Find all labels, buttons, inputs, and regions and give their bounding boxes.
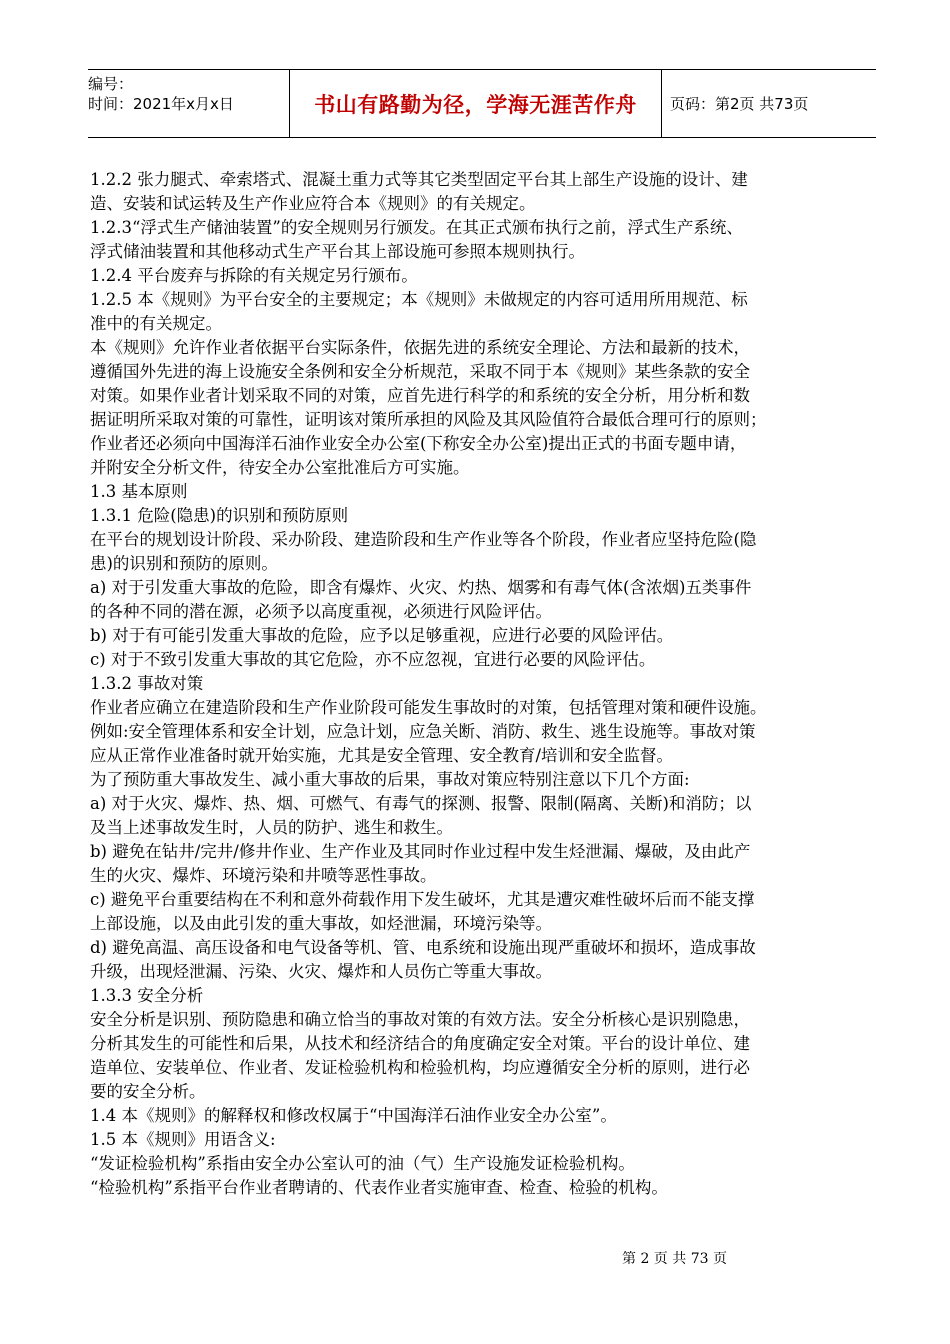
text-line: 生的火灾、爆炸、环境污染和井喷等恶性事故。 (90, 866, 437, 885)
text-line: 安全分析是识别、预防隐患和确立恰当的事故对策的有效方法。安全分析核心是识别隐患， (90, 1010, 750, 1029)
header-motto: 书山有路勤为径，学海无涯苦作舟 (289, 70, 662, 137)
text-line: a) 对于火灾、爆炸、热、烟、可燃气、有毒气的探测、报警、限制(隔离、关断)和消防；以 (90, 794, 752, 813)
text-line: 本《规则》允许作业者依据平台实际条件，依据先进的系统安全理论、方法和最新的技术， (90, 338, 750, 357)
text-line: 的各种不同的潜在源，必须予以高度重视，必须进行风险评估。 (90, 602, 552, 621)
text-line: 1.2.4 平台废弃与拆除的有关规定另行颁布。 (90, 266, 418, 285)
text-line: 1.3.1 危险(隐患)的识别和预防原则 (90, 506, 349, 525)
text-line: 1.2.5 本《规则》为平台安全的主要规定；本《规则》未做规定的内容可适用所用规范、标 (90, 290, 748, 309)
text-line: 1.2.2 张力腿式、牵索塔式、混凝土重力式等其它类型固定平台其上部生产设施的设计、建 (90, 170, 748, 189)
text-line: 对策。如果作业者计划采取不同的对策，应首先进行科学的和系统的安全分析，用分析和数 (90, 386, 750, 405)
text-line: 上部设施，以及由此引发的重大事故，如烃泄漏，环境污染等。 (90, 914, 552, 933)
text-line: 分析其发生的可能性和后果，从技术和经济结合的角度确定安全对策。平台的设计单位、建 (90, 1034, 750, 1053)
text-line: 1.4 本《规则》的解释权和修改权属于“中国海洋石油作业安全办公室”。 (90, 1106, 617, 1125)
text-line: d) 避免高温、高压设备和电气设备等机、管、电系统和设施出现严重破坏和损坏，造成事故 (90, 938, 756, 957)
text-line: 应从正常作业准备时就开始实施，尤其是安全管理、安全教育/培训和安全监督。 (90, 746, 674, 765)
text-line: 例如:安全管理体系和安全计划，应急计划，应急关断、消防、救生、逃生设施等。事故对策 (90, 722, 756, 741)
text-line: 升级，出现烃泄漏、污染、火灾、爆炸和人员伤亡等重大事故。 (90, 962, 552, 981)
text-line: c) 避免平台重要结构在不利和意外荷载作用下发生破坏，尤其是遭灾难性破坏后而不能支撑 (90, 890, 755, 909)
text-line: 遵循国外先进的海上设施安全条例和安全分析规范，采取不同于本《规则》某些条款的安全 (90, 362, 750, 381)
text-line: “发证检验机构”系指由安全办公室认可的油（气）生产设施发证检验机构。 (90, 1154, 635, 1173)
text-line: 1.5 本《规则》用语含义: (90, 1130, 276, 1149)
text-line: 1.3.3 安全分析 (90, 986, 204, 1005)
page-header (88, 69, 876, 138)
text-line: 作业者应确立在建造阶段和生产作业阶段可能发生事故时的对策，包括管理对策和硬件设施。 (90, 698, 767, 717)
text-line: a) 对于引发重大事故的危险，即含有爆炸、火灾、灼热、烟雾和有毒气体(含浓烟)五类事件 (90, 578, 752, 597)
text-line: “检验机构”系指平台作业者聘请的、代表作业者实施审查、检查、检验的机构。 (90, 1178, 668, 1197)
text-line: 1.2.3“浮式生产储油装置”的安全规则另行颁发。在其正式颁布执行之前，浮式生产系统、 (90, 218, 743, 237)
text-line: 患)的识别和预防的原则。 (90, 554, 278, 573)
text-line: 为了预防重大事故发生、减小重大事故的后果，事故对策应特别注意以下几个方面: (90, 770, 690, 789)
text-line: 据证明所采取对策的可靠性，证明该对策所承担的风险及其风险值符合最低合理可行的原则； (90, 410, 767, 429)
text-line: b) 避免在钻井/完井/修井作业、生产作业及其同时作业过程中发生烃泄漏、爆破，及由此产 (90, 842, 751, 861)
text-line: 及当上述事故发生时，人员的防护、逃生和救生。 (90, 818, 453, 837)
text-line: 造、安装和试运转及生产作业应符合本《规则》的有关规定。 (90, 194, 536, 213)
text-line: b) 对于有可能引发重大事故的危险，应予以足够重视，应进行必要的风险评估。 (90, 626, 674, 645)
page-footer: 第 2 页 共 73 页 (622, 1251, 727, 1267)
text-line: 并附安全分析文件，待安全办公室批准后方可实施。 (90, 458, 470, 477)
text-line: 要的安全分析。 (90, 1082, 206, 1101)
document-body (90, 168, 882, 1200)
header-meta (88, 70, 289, 137)
header-time-label: 时间：2021年x月x日 (88, 95, 234, 113)
header-page-info: 页码：第2页 共73页 (670, 95, 809, 113)
text-line: 作业者还必须向中国海洋石油作业安全办公室(下称安全办公室)提出正式的书面专题申请， (90, 434, 747, 453)
text-line: 准中的有关规定。 (90, 314, 222, 333)
text-line: c) 对于不致引发重大事故的其它危险，亦不应忽视，宜进行必要的风险评估。 (90, 650, 656, 669)
text-line: 1.3.2 事故对策 (90, 674, 204, 693)
text-line: 浮式储油装置和其他移动式生产平台其上部设施可参照本规则执行。 (90, 242, 585, 261)
text-line: 在平台的规划设计阶段、采办阶段、建造阶段和生产作业等各个阶段，作业者应坚持危险(隐 (90, 530, 757, 549)
header-number-label: 编号： (88, 75, 134, 93)
text-line: 造单位、安装单位、作业者、发证检验机构和检验机构，均应遵循安全分析的原则，进行必 (90, 1058, 750, 1077)
text-line: 1.3 基本原则 (90, 482, 188, 501)
